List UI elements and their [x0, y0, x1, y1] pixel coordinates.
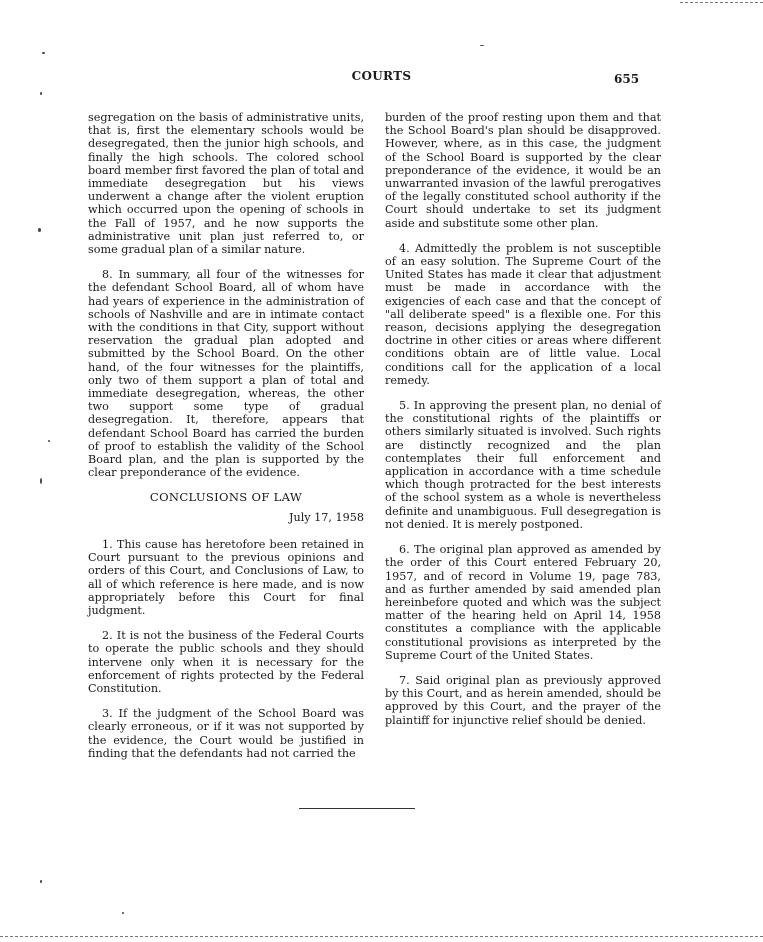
section-heading-conclusions-of-law: CONCLUSIONS OF LAW [149, 490, 303, 505]
scan-speck [122, 912, 124, 914]
paragraph-burden-of-proof: burden of the proof resting upon them and that the School Board's plan should be disapproved. However, where, as in this case, the judgment of the School Board is supported by the clear preponderance of the evidence, it would be an unwarranted invasion of the lawful prerogatives of the legally constituted school authority if the Court should undertake to set its judgment aside and substitute some other plan. [385, 111, 661, 230]
scan-speck [42, 52, 45, 54]
scan-bottom-edge [0, 936, 763, 937]
conclusion-2: 2. It is not the business of the Federal Courts to operate the public schools and they should intervene only when it is necessary for the enforcement of rights protected by the Federal Constitution. [88, 629, 364, 695]
conclusion-6: 6. The original plan approved as amended by the order of this Court entered February 20, 1957, and of record in Volume 19, page 783, and as further amended by said amended plan hereinbefore quoted and which was the subject matter of the hearing held on April 14, 1958 constitutes a compliance with the applicable constitutional provisions as interpreted by the Supreme Court of the United States. [385, 543, 661, 662]
conclusion-4: 4. Admittedly the problem is not susceptible of an easy solution. The Supreme Court of the United States has made it clear that adjustment must be made in accordance with the exigencies of each case and that the concept of "all deliberate speed" is a flexible one. For this reason, decisions applying the desegregation doctrine in other cities or areas where different conditions obtain are of little value. Local conditions call for the application of a local remedy. [385, 241, 661, 387]
right-column [385, 111, 661, 739]
page-number: 655 [614, 72, 640, 86]
scan-speck [480, 45, 484, 46]
scan-speck [48, 440, 50, 442]
section-date: July 17, 1958 [289, 510, 364, 524]
scan-speck [38, 228, 41, 232]
conclusion-5: 5. In approving the present plan, no denial of the constitutional rights of the plaintiffs or others similarly situated is involved. Such rights are distinctly recognized and the plan contemplates their full enforcement and application in accordance with a time schedule which though protracted for the best interests of the school system as a whole is nevertheless definite and unambiguous. Full desegregation is not denied. It is merely postponed. [385, 399, 661, 531]
left-column [88, 111, 364, 772]
scan-speck [40, 92, 42, 95]
paragraph-8-summary: 8. In summary, all four of the witnesses for the defendant School Board, all of whom have had years of experience in the administration of schools of Nashville and are in intimate contact with the conditions in that City, support without reservation the gradual plan adopted and submitted by the School Board. On the other hand, of the four witnesses for the plaintiffs, only two of them support a plan of total and immediate desegregation, whereas, the other two support some type of gradual desegregation. It, therefore, appears that defendant School Board has carried the burden of proof to establish the validity of the School Board plan, and the plan is supported by the clear preponderance of the evidence. [88, 268, 364, 480]
paragraph-segregation-units: segregation on the basis of administrative units, that is, first the elementary schools would be desegregated, then the junior high schools, and finally the high schools. The colored school board member first favored the plan of total and immediate desegregation but his views underwent a change after the violent eruption which occurred upon the opening of schools in the Fall of 1957, and he now supports the administrative unit plan just referred to, or some gradual plan of a similar nature. [88, 111, 364, 257]
running-header: COURTS [351, 69, 412, 83]
scan-speck [40, 880, 42, 883]
conclusion-3: 3. If the judgment of the School Board was clearly erroneous, or if it was not supported by the evidence, the Court would be justified in finding that the defendants had not carried the [88, 707, 364, 760]
conclusion-7: 7. Said original plan as previously approved by this Court, and as herein amended, should be approved by this Court, and the prayer of the plaintiff for injunctive relief should be denied. [385, 673, 661, 727]
end-rule [299, 808, 415, 809]
conclusion-1: 1. This cause has heretofore been retained in Court pursuant to the previous opinions and orders of this Court, and Conclusions of Law, to all of which reference is here made, and is now appropriately before this Court for final judgment. [88, 537, 364, 617]
scan-top-edge [680, 2, 763, 3]
scan-speck [40, 478, 42, 484]
